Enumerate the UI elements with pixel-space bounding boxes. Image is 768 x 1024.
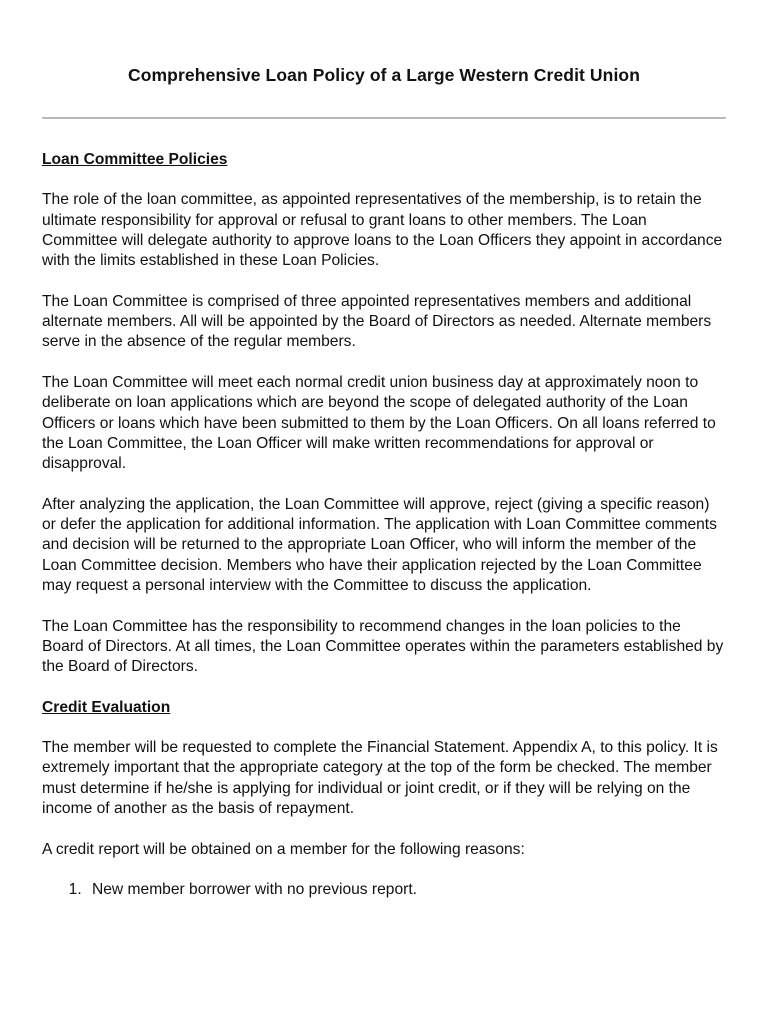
paragraph: The member will be requested to complete the Financial Statement. Appendix A, to this policy. It is extremely important that the appropriate category at the top of the form be checked. The member must determine if he/she is applying for individual or joint credit, or if they will be relying on the income of another as the basis of repayment. <box>42 739 718 817</box>
list-item: 1. New member borrower with no previous report. <box>86 880 726 900</box>
paragraph: The role of the loan committee, as appointed representatives of the membership, is to retain the ultimate responsibility for approval or refusal to grant loans to other members. The Loan Committee will delegate authority to approve loans to the Loan Officers they appoint in accordance with the limits established in these Loan Policies. <box>42 191 723 270</box>
title-divider <box>42 117 726 119</box>
section-heading: Loan Committee Policies <box>42 151 228 168</box>
section-heading: Credit Evaluation <box>42 698 171 716</box>
section-loan-committee-policies <box>42 150 726 677</box>
document-body <box>42 150 726 900</box>
paragraph: The Loan Committee will meet each normal credit union business day at approximately noon to deliberate on loan applications which are beyond the scope of delegated authority of the Loan Officers or loans which have been submitted to them by the Loan Officers. On all loans referred to the Loan Committee, the Loan Officer will make written recommendations for approval or disapproval. <box>42 373 716 473</box>
document-title: Comprehensive Loan Policy of a Large Western Credit Union <box>127 65 640 85</box>
section-credit-evaluation <box>42 698 726 901</box>
paragraph: After analyzing the application, the Loan Committee will approve, reject (giving a specific reason) or defer the application for additional information. The application with Loan Committee comments and decision will be returned to the appropriate Loan Officer, who will inform the member of the Loan Committee decision. Members who have their application rejected by the Loan Committee may request a personal interview with the Committee to discuss the application. <box>42 495 717 594</box>
paragraph: The Loan Committee is comprised of three appointed representatives members and additional alternate members. All will be appointed by the Board of Directors as needed. Alternate members serve in the absence of the regular members. <box>42 292 712 351</box>
credit-report-reasons-list <box>42 880 726 900</box>
paragraph: The Loan Committee has the responsibility to recommend changes in the loan policies to the Board of Directors. At all times, the Loan Committee operates within the parameters established by the Board of Directors. <box>42 617 724 676</box>
paragraph: A credit report will be obtained on a member for the following reasons: <box>42 840 525 858</box>
